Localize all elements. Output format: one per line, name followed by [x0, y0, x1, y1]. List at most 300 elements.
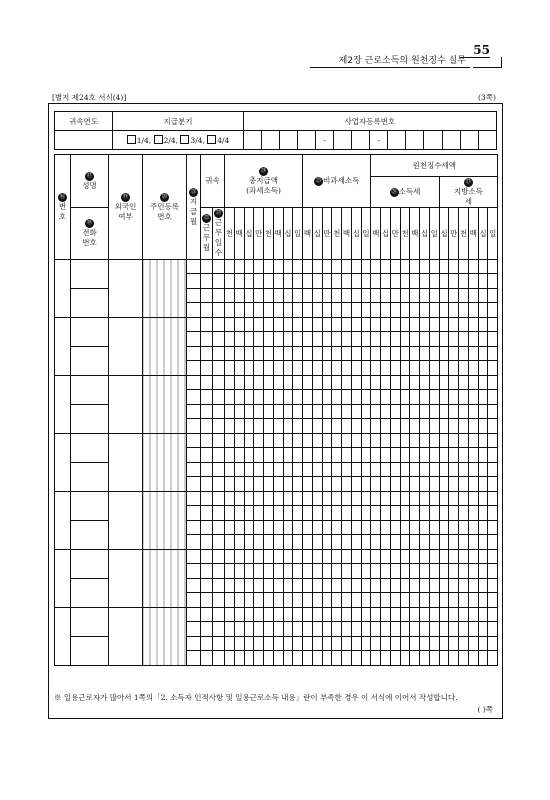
cell-digit[interactable] [254, 477, 264, 492]
cell-digit[interactable] [468, 274, 478, 289]
cell-digit[interactable] [400, 448, 410, 463]
cell-digit[interactable] [332, 636, 342, 651]
cell-digit[interactable] [225, 448, 235, 463]
cell-digit[interactable] [488, 332, 498, 347]
cell-digit[interactable] [400, 433, 410, 448]
cell-digit[interactable] [449, 622, 459, 637]
cell-work-month[interactable] [201, 491, 213, 506]
cell-digit[interactable] [342, 288, 352, 303]
cell-digit[interactable] [449, 433, 459, 448]
cell-digit[interactable] [420, 448, 430, 463]
cell-digit[interactable] [234, 564, 244, 579]
cell-digit[interactable] [420, 622, 430, 637]
cell-digit[interactable] [429, 317, 439, 332]
cell-digit[interactable] [361, 404, 371, 419]
cell-digit[interactable] [371, 317, 381, 332]
cell-digit[interactable] [322, 448, 332, 463]
cell-digit[interactable] [234, 346, 244, 361]
cell-digit[interactable] [322, 578, 332, 593]
cell-digit[interactable] [439, 288, 449, 303]
cell-digit[interactable] [449, 288, 459, 303]
cell-digit[interactable] [283, 549, 293, 564]
cell-digit[interactable] [351, 274, 361, 289]
cell-digit[interactable] [332, 651, 342, 666]
cell-digit[interactable] [459, 346, 469, 361]
cell-digit[interactable] [371, 636, 381, 651]
cell-work-days[interactable] [213, 404, 225, 419]
cell-digit[interactable] [225, 274, 235, 289]
cell-digit[interactable] [390, 361, 400, 376]
cell-digit[interactable] [361, 491, 371, 506]
cell-digit[interactable] [371, 491, 381, 506]
cell-work-days[interactable] [213, 259, 225, 274]
cell-digit[interactable] [293, 390, 303, 405]
cell-digit[interactable] [273, 607, 283, 622]
cell-digit[interactable] [234, 390, 244, 405]
cell-digit[interactable] [390, 593, 400, 608]
cell-digit[interactable] [322, 506, 332, 521]
cell-digit[interactable] [254, 259, 264, 274]
cell-work-month[interactable] [201, 259, 213, 274]
cell-digit[interactable] [342, 346, 352, 361]
cell-digit[interactable] [410, 317, 420, 332]
cell-digit[interactable] [225, 549, 235, 564]
cell-digit[interactable] [390, 549, 400, 564]
cell-digit[interactable] [303, 448, 313, 463]
cell-digit[interactable] [420, 433, 430, 448]
cell-digit[interactable] [390, 651, 400, 666]
cell-digit[interactable] [420, 477, 430, 492]
cell-digit[interactable] [283, 419, 293, 434]
cell-digit[interactable] [410, 433, 420, 448]
cell-digit[interactable] [371, 404, 381, 419]
cell-digit[interactable] [390, 332, 400, 347]
cell-digit[interactable] [273, 346, 283, 361]
cell-digit[interactable] [312, 491, 322, 506]
cell-digit[interactable] [361, 506, 371, 521]
cell-digit[interactable] [264, 607, 274, 622]
cell-digit[interactable] [400, 607, 410, 622]
cell-digit[interactable] [361, 375, 371, 390]
cell-digit[interactable] [361, 361, 371, 376]
cell-digit[interactable] [400, 651, 410, 666]
cell-digit[interactable] [449, 390, 459, 405]
cell-digit[interactable] [322, 520, 332, 535]
cell-digit[interactable] [371, 390, 381, 405]
cell-pay-month[interactable] [187, 564, 201, 579]
cell-digit[interactable] [381, 433, 391, 448]
cell-digit[interactable] [400, 317, 410, 332]
cell-digit[interactable] [439, 651, 449, 666]
cell-digit[interactable] [322, 622, 332, 637]
cell-digit[interactable] [449, 593, 459, 608]
cell-digit[interactable] [371, 448, 381, 463]
cell-digit[interactable] [439, 346, 449, 361]
cell-digit[interactable] [351, 520, 361, 535]
cell-pay-month[interactable] [187, 535, 201, 550]
cell-digit[interactable] [371, 506, 381, 521]
cell-digit[interactable] [244, 317, 254, 332]
cell-digit[interactable] [283, 361, 293, 376]
cell-digit[interactable] [283, 636, 293, 651]
cell-digit[interactable] [293, 622, 303, 637]
cell-digit[interactable] [312, 404, 322, 419]
cell-digit[interactable] [468, 390, 478, 405]
cell-digit[interactable] [459, 404, 469, 419]
cell-digit[interactable] [225, 361, 235, 376]
cell-digit[interactable] [264, 419, 274, 434]
cell-digit[interactable] [439, 375, 449, 390]
cell-digit[interactable] [303, 535, 313, 550]
cell-pay-month[interactable] [187, 317, 201, 332]
cell-digit[interactable] [342, 419, 352, 434]
cell-digit[interactable] [264, 332, 274, 347]
biz-reg-digit[interactable] [478, 131, 496, 150]
cell-work-days[interactable] [213, 361, 225, 376]
cell-digit[interactable] [264, 593, 274, 608]
cell-digit[interactable] [254, 288, 264, 303]
cell-digit[interactable] [351, 419, 361, 434]
cell-digit[interactable] [283, 477, 293, 492]
cell-digit[interactable] [342, 564, 352, 579]
cell-digit[interactable] [420, 288, 430, 303]
cell-digit[interactable] [449, 274, 459, 289]
cell-digit[interactable] [342, 448, 352, 463]
cell-digit[interactable] [254, 448, 264, 463]
cell-digit[interactable] [429, 462, 439, 477]
cell-pay-month[interactable] [187, 491, 201, 506]
cell-digit[interactable] [322, 549, 332, 564]
cell-digit[interactable] [283, 390, 293, 405]
cell-work-month[interactable] [201, 578, 213, 593]
cell-pay-month[interactable] [187, 651, 201, 666]
cell-digit[interactable] [449, 462, 459, 477]
cell-digit[interactable] [273, 404, 283, 419]
cell-digit[interactable] [449, 477, 459, 492]
cell-digit[interactable] [439, 549, 449, 564]
biz-reg-digit[interactable] [424, 131, 442, 150]
cell-digit[interactable] [488, 549, 498, 564]
cell-digit[interactable] [400, 462, 410, 477]
cell-digit[interactable] [381, 448, 391, 463]
cell-work-days[interactable] [213, 549, 225, 564]
cell-name[interactable] [71, 259, 109, 288]
cell-digit[interactable] [312, 622, 322, 637]
cell-digit[interactable] [293, 607, 303, 622]
cell-digit[interactable] [400, 491, 410, 506]
cell-digit[interactable] [400, 390, 410, 405]
cell-digit[interactable] [312, 288, 322, 303]
cell-digit[interactable] [303, 361, 313, 376]
cell-digit[interactable] [468, 361, 478, 376]
cell-digit[interactable] [332, 361, 342, 376]
cell-digit[interactable] [273, 361, 283, 376]
cell-digit[interactable] [361, 622, 371, 637]
cell-digit[interactable] [381, 535, 391, 550]
biz-reg-digit[interactable] [298, 131, 316, 150]
cell-work-month[interactable] [201, 564, 213, 579]
cell-digit[interactable] [312, 564, 322, 579]
cell-digit[interactable] [264, 564, 274, 579]
cell-digit[interactable] [322, 636, 332, 651]
cell-digit[interactable] [390, 346, 400, 361]
cell-pay-month[interactable] [187, 462, 201, 477]
cell-phone[interactable] [71, 636, 109, 665]
cell-digit[interactable] [468, 477, 478, 492]
cell-digit[interactable] [332, 462, 342, 477]
cell-digit[interactable] [293, 288, 303, 303]
cell-digit[interactable] [488, 448, 498, 463]
cell-work-month[interactable] [201, 506, 213, 521]
cell-digit[interactable] [234, 288, 244, 303]
cell-digit[interactable] [410, 607, 420, 622]
cell-digit[interactable] [342, 593, 352, 608]
cell-digit[interactable] [342, 607, 352, 622]
cell-digit[interactable] [332, 375, 342, 390]
quarter-checkbox[interactable] [180, 135, 189, 144]
cell-digit[interactable] [459, 564, 469, 579]
cell-digit[interactable] [468, 332, 478, 347]
cell-digit[interactable] [293, 404, 303, 419]
cell-work-month[interactable] [201, 433, 213, 448]
cell-digit[interactable] [371, 288, 381, 303]
cell-digit[interactable] [420, 361, 430, 376]
cell-digit[interactable] [478, 390, 488, 405]
cell-foreign[interactable] [109, 317, 143, 375]
quarter-checkbox[interactable] [154, 135, 163, 144]
cell-work-month[interactable] [201, 303, 213, 318]
cell-digit[interactable] [332, 433, 342, 448]
cell-work-days[interactable] [213, 578, 225, 593]
cell-digit[interactable] [234, 636, 244, 651]
cell-digit[interactable] [371, 433, 381, 448]
cell-digit[interactable] [381, 477, 391, 492]
cell-digit[interactable] [234, 332, 244, 347]
cell-digit[interactable] [322, 288, 332, 303]
cell-pay-month[interactable] [187, 259, 201, 274]
cell-digit[interactable] [410, 477, 420, 492]
cell-digit[interactable] [322, 361, 332, 376]
cell-digit[interactable] [459, 317, 469, 332]
biz-reg-digit[interactable] [279, 131, 297, 150]
cell-digit[interactable] [312, 520, 322, 535]
cell-digit[interactable] [459, 578, 469, 593]
cell-digit[interactable] [410, 578, 420, 593]
cell-digit[interactable] [449, 317, 459, 332]
cell-digit[interactable] [312, 477, 322, 492]
cell-work-days[interactable] [213, 564, 225, 579]
cell-digit[interactable] [429, 375, 439, 390]
cell-pay-month[interactable] [187, 622, 201, 637]
cell-digit[interactable] [361, 636, 371, 651]
cell-digit[interactable] [390, 274, 400, 289]
cell-digit[interactable] [371, 607, 381, 622]
cell-name[interactable] [71, 491, 109, 520]
cell-digit[interactable] [342, 433, 352, 448]
cell-digit[interactable] [342, 506, 352, 521]
cell-digit[interactable] [244, 462, 254, 477]
cell-digit[interactable] [283, 303, 293, 318]
cell-digit[interactable] [332, 622, 342, 637]
cell-digit[interactable] [488, 477, 498, 492]
cell-digit[interactable] [381, 288, 391, 303]
cell-digit[interactable] [371, 274, 381, 289]
cell-digit[interactable] [361, 564, 371, 579]
cell-pay-month[interactable] [187, 549, 201, 564]
cell-digit[interactable] [264, 549, 274, 564]
cell-digit[interactable] [381, 274, 391, 289]
cell-digit[interactable] [371, 535, 381, 550]
cell-digit[interactable] [449, 535, 459, 550]
cell-foreign[interactable] [109, 375, 143, 433]
cell-digit[interactable] [381, 332, 391, 347]
cell-phone[interactable] [71, 578, 109, 607]
cell-digit[interactable] [410, 259, 420, 274]
cell-digit[interactable] [449, 636, 459, 651]
cell-work-days[interactable] [213, 506, 225, 521]
cell-work-month[interactable] [201, 535, 213, 550]
cell-digit[interactable] [264, 390, 274, 405]
cell-digit[interactable] [342, 404, 352, 419]
cell-digit[interactable] [351, 462, 361, 477]
cell-digit[interactable] [225, 636, 235, 651]
cell-digit[interactable] [478, 506, 488, 521]
cell-digit[interactable] [390, 578, 400, 593]
cell-digit[interactable] [381, 622, 391, 637]
cell-digit[interactable] [410, 564, 420, 579]
cell-digit[interactable] [420, 564, 430, 579]
cell-digit[interactable] [312, 332, 322, 347]
cell-digit[interactable] [429, 404, 439, 419]
cell-digit[interactable] [488, 346, 498, 361]
cell-digit[interactable] [351, 636, 361, 651]
cell-digit[interactable] [264, 520, 274, 535]
cell-digit[interactable] [439, 419, 449, 434]
cell-digit[interactable] [244, 622, 254, 637]
cell-work-days[interactable] [213, 375, 225, 390]
cell-digit[interactable] [254, 593, 264, 608]
cell-digit[interactable] [439, 259, 449, 274]
cell-digit[interactable] [420, 607, 430, 622]
cell-digit[interactable] [264, 404, 274, 419]
cell-digit[interactable] [244, 520, 254, 535]
cell-digit[interactable] [468, 549, 478, 564]
cell-digit[interactable] [468, 419, 478, 434]
cell-digit[interactable] [400, 549, 410, 564]
cell-digit[interactable] [361, 317, 371, 332]
cell-digit[interactable] [332, 332, 342, 347]
cell-digit[interactable] [488, 419, 498, 434]
cell-digit[interactable] [293, 578, 303, 593]
cell-digit[interactable] [478, 564, 488, 579]
cell-digit[interactable] [303, 462, 313, 477]
cell-digit[interactable] [342, 317, 352, 332]
cell-rrn[interactable] [143, 259, 187, 317]
cell-digit[interactable] [420, 636, 430, 651]
cell-digit[interactable] [459, 477, 469, 492]
cell-digit[interactable] [264, 651, 274, 666]
cell-pay-month[interactable] [187, 390, 201, 405]
cell-digit[interactable] [293, 419, 303, 434]
cell-digit[interactable] [322, 462, 332, 477]
cell-digit[interactable] [439, 535, 449, 550]
cell-digit[interactable] [225, 535, 235, 550]
cell-digit[interactable] [459, 259, 469, 274]
cell-digit[interactable] [283, 535, 293, 550]
cell-digit[interactable] [429, 433, 439, 448]
cell-digit[interactable] [381, 346, 391, 361]
cell-digit[interactable] [225, 491, 235, 506]
cell-digit[interactable] [390, 375, 400, 390]
cell-work-days[interactable] [213, 346, 225, 361]
cell-digit[interactable] [273, 433, 283, 448]
cell-digit[interactable] [225, 288, 235, 303]
cell-digit[interactable] [439, 578, 449, 593]
cell-digit[interactable] [361, 535, 371, 550]
cell-digit[interactable] [361, 433, 371, 448]
cell-digit[interactable] [351, 549, 361, 564]
cell-digit[interactable] [449, 332, 459, 347]
cell-digit[interactable] [361, 607, 371, 622]
cell-digit[interactable] [322, 607, 332, 622]
cell-digit[interactable] [410, 332, 420, 347]
cell-digit[interactable] [244, 564, 254, 579]
cell-digit[interactable] [254, 390, 264, 405]
cell-digit[interactable] [449, 404, 459, 419]
cell-pay-month[interactable] [187, 346, 201, 361]
cell-digit[interactable] [390, 607, 400, 622]
cell-digit[interactable] [234, 404, 244, 419]
cell-work-month[interactable] [201, 549, 213, 564]
cell-digit[interactable] [390, 506, 400, 521]
cell-digit[interactable] [390, 622, 400, 637]
cell-rrn[interactable] [143, 433, 187, 491]
cell-digit[interactable] [449, 549, 459, 564]
cell-digit[interactable] [332, 477, 342, 492]
cell-digit[interactable] [283, 274, 293, 289]
cell-digit[interactable] [371, 259, 381, 274]
cell-digit[interactable] [420, 274, 430, 289]
cell-digit[interactable] [293, 361, 303, 376]
cell-digit[interactable] [390, 419, 400, 434]
cell-digit[interactable] [332, 491, 342, 506]
cell-digit[interactable] [468, 303, 478, 318]
cell-digit[interactable] [225, 390, 235, 405]
cell-digit[interactable] [400, 346, 410, 361]
cell-phone[interactable] [71, 462, 109, 491]
cell-digit[interactable] [351, 433, 361, 448]
cell-digit[interactable] [244, 535, 254, 550]
cell-digit[interactable] [429, 361, 439, 376]
cell-digit[interactable] [468, 433, 478, 448]
cell-digit[interactable] [488, 651, 498, 666]
cell-digit[interactable] [254, 607, 264, 622]
cell-digit[interactable] [449, 259, 459, 274]
cell-digit[interactable] [312, 274, 322, 289]
cell-name[interactable] [71, 375, 109, 404]
cell-digit[interactable] [303, 375, 313, 390]
cell-digit[interactable] [381, 578, 391, 593]
cell-digit[interactable] [254, 303, 264, 318]
cell-digit[interactable] [283, 651, 293, 666]
cell-digit[interactable] [332, 564, 342, 579]
cell-digit[interactable] [234, 361, 244, 376]
cell-digit[interactable] [468, 593, 478, 608]
cell-digit[interactable] [273, 578, 283, 593]
cell-pay-month[interactable] [187, 636, 201, 651]
cell-digit[interactable] [361, 288, 371, 303]
cell-digit[interactable] [254, 433, 264, 448]
